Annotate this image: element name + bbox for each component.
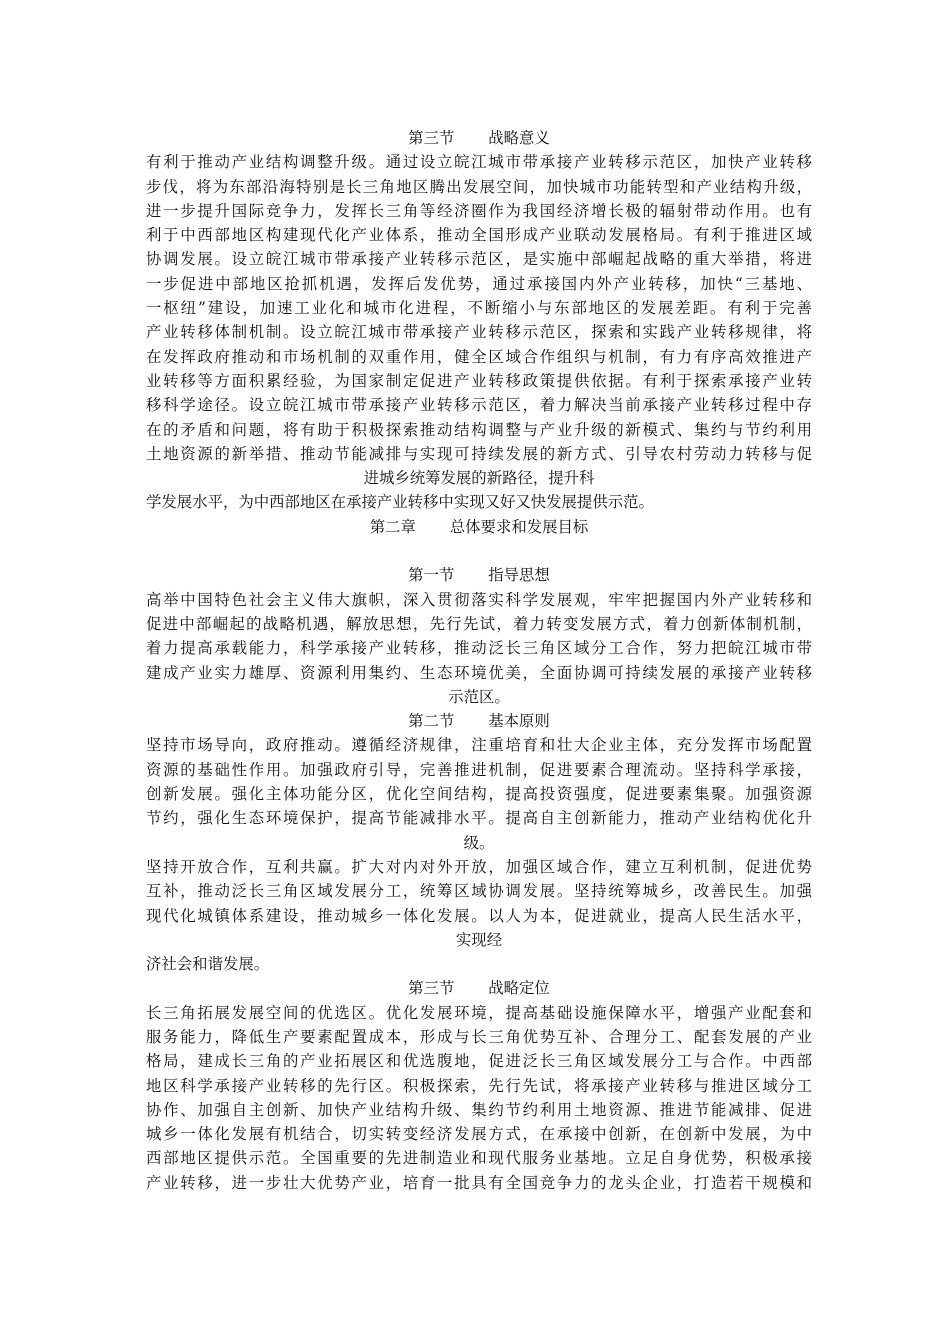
text-line: 进一步提升国际竞争力，发挥长三角等经济圈作为我国经济增长极的辐射带动作用。也有 — [146, 201, 812, 220]
section-heading: 第三节 战略定位 — [408, 979, 550, 998]
text-line: 济社会和谐发展。 — [146, 955, 270, 974]
text-line: 在的矛盾和问题，将有助于积极探索推动结构调整与产业升级的新模式、集约与节约利用 — [146, 420, 812, 439]
section-heading: 第二节 基本原则 — [408, 712, 550, 731]
document-page — [146, 126, 812, 1195]
text-line: 城乡一体化发展有机结合，切实转变经济发展方式，在承接中创新，在创新中发展，为中 — [146, 1125, 812, 1144]
text-line: 学发展水平，为中西部地区在承接产业转移中实现又好又快发展提供示范。 — [146, 493, 654, 512]
blank-line — [146, 539, 812, 563]
text-line: 长三角拓展发展空间的优选区。优化发展环境，提高基础设施保障水平，增强产业配套和 — [146, 1003, 812, 1022]
text-line: 创新发展。强化主体功能分区，优化空间结构，提高投资强度，促进要素集聚。加强资源 — [146, 785, 812, 804]
text-line: 步伐，将为东部沿海特别是长三角地区腾出发展空间，加快城市功能转型和产业结构升级， — [146, 177, 812, 196]
text-line: 示范区。 — [448, 687, 510, 706]
text-line: 一枢纽”建设，加速工业化和城市化进程，不断缩小与东部地区的发展差距。有利于完善 — [146, 299, 812, 318]
text-line: 节约，强化生态环境保护，提高节能减排水平。提高自主创新能力，推动产业结构优化升 — [146, 809, 812, 828]
text-line: 移科学途径。设立皖江城市带承接产业转移示范区，着力解决当前承接产业转移过程中存 — [146, 396, 812, 415]
text-line: 业转移等方面积累经验，为国家制定促进产业转移政策提供依据。有利于探索承接产业转 — [146, 371, 812, 390]
text-line: 格局，建成长三角的产业拓展区和优选腹地，促进泛长三角区域发展分工与合作。中西部 — [146, 1052, 812, 1071]
text-line: 资源的基础性作用。加强政府引导，完善推进机制，促进要素合理流动。坚持科学承接， — [146, 760, 812, 779]
text-line: 协作、加强自主创新、加快产业结构升级、集约节约利用土地资源、推进节能减排、促进 — [146, 1100, 812, 1119]
text-line: 产业转移，进一步壮大优势产业，培育一批具有全国竞争力的龙头企业，打造若干规模和 — [146, 1173, 812, 1192]
text-line: 土地资源的新举措、推动节能减排与实现可持续发展的新方式、引导农村劳动力转移与促 — [146, 444, 812, 463]
text-line: 互补，推动泛长三角区域发展分工，统筹区域协调发展。坚持统筹城乡，改善民生。加强 — [146, 882, 812, 901]
text-line: 坚持市场导向，政府推动。遵循经济规律，注重培育和壮大企业主体，充分发挥市场配置 — [146, 736, 812, 755]
text-line: 进城乡统筹发展的新路径，提升科 — [363, 469, 595, 488]
text-line: 利于中西部地区构建现代化产业体系，推动全国形成产业联动发展格局。有利于推进区域 — [146, 226, 812, 245]
text-line: 产业转移体制机制。设立皖江城市带承接产业转移示范区，探索和实践产业转移规律，将 — [146, 323, 812, 342]
text-line: 服务能力，降低生产要素配置成本，形成与长三角优势互补、合理分工、配套发展的产业 — [146, 1027, 812, 1046]
text-line: 地区科学承接产业转移的先行区。积极探索，先行先试，将承接产业转移与推进区域分工 — [146, 1076, 812, 1095]
text-line: 在发挥政府推动和市场机制的双重作用，健全区域合作组织与机制，有力有序高效推进产 — [146, 347, 812, 366]
text-line: 促进中部崛起的战略机遇，解放思想，先行先试，着力转变发展方式，着力创新体制机制， — [146, 614, 812, 633]
text-line: 高举中国特色社会主义伟大旗帜，深入贯彻落实科学发展观，牢牢把握国内外产业转移和 — [146, 590, 812, 609]
text-line: 级。 — [463, 833, 495, 852]
text-line: 一步促进中部地区抢抓机遇，发挥后发优势，通过承接国内外产业转移，加快“三基地、 — [146, 274, 812, 293]
section-heading: 第一节 指导思想 — [408, 566, 550, 585]
text-line: 建成产业实力雄厚、资源利用集约、生态环境优美，全面协调可持续发展的承接产业转移 — [146, 663, 812, 682]
text-line: 实现经 — [455, 930, 503, 949]
text-line: 有利于推动产业结构调整升级。通过设立皖江城市带承接产业转移示范区，加快产业转移 — [146, 153, 812, 172]
text-line: 着力提高承载能力，科学承接产业转移，推动泛长三角区域分工合作，努力把皖江城市带 — [146, 639, 812, 658]
text-line: 协调发展。设立皖江城市带承接产业转移示范区，是实施中部崛起战略的重大举措，将进 — [146, 250, 812, 269]
text-line: 西部地区提供示范。全国重要的先进制造业和现代服务业基地。立足自身优势，积极承接 — [146, 1149, 812, 1168]
text-line: 坚持开放合作，互利共赢。扩大对内对外开放，加强区域合作，建立互利机制，促进优势 — [146, 857, 812, 876]
text-line: 现代化城镇体系建设，推动城乡一体化发展。以人为本，促进就业，提高人民生活水平， — [146, 906, 812, 925]
section-heading: 第三节 战略意义 — [408, 129, 550, 147]
chapter-heading: 第二章 总体要求和发展目标 — [369, 517, 589, 536]
